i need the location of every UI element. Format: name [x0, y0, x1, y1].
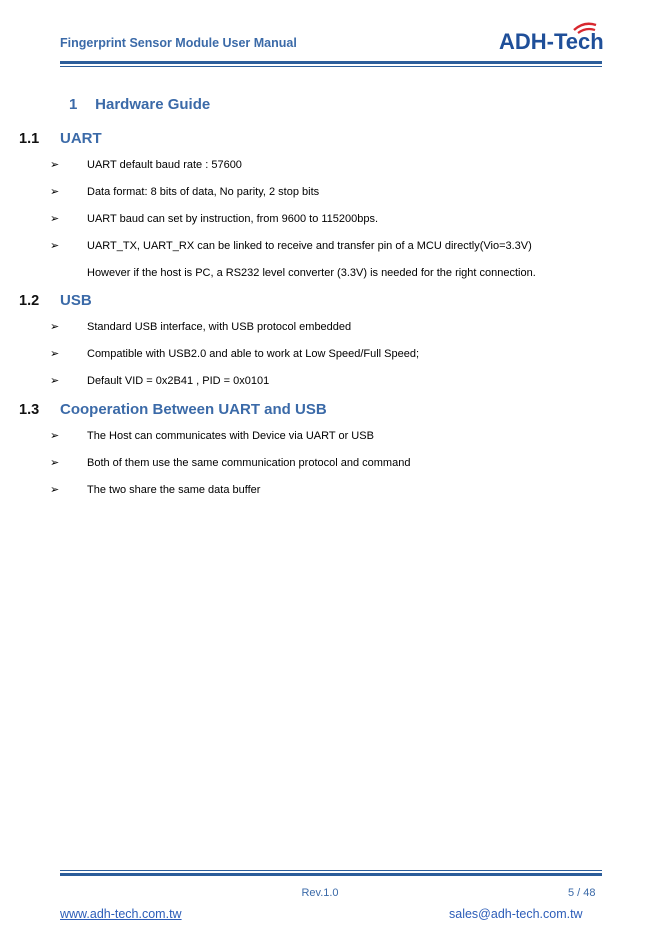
section-title-uart: UART — [60, 130, 102, 147]
section-number: 1.2 — [19, 293, 40, 309]
list-item: UART baud can set by instruction, from 9600 to 115200bps. — [87, 213, 379, 225]
company-logo — [496, 20, 612, 54]
list-item: Data format: 8 bits of data, No parity, 2 stop bits — [87, 186, 320, 198]
footer-rule-thin — [60, 870, 602, 871]
bullet-icon: ➢ — [50, 240, 60, 252]
list-item: UART default baud rate : 57600 — [87, 159, 242, 171]
bullet-icon: ➢ — [50, 213, 60, 225]
header-title: Fingerprint Sensor Module User Manual — [60, 36, 297, 50]
footer-website-link[interactable]: www.adh-tech.com.tw — [60, 907, 182, 921]
list-item: Both of them use the same communication protocol and command — [87, 457, 411, 469]
list-item: The two share the same data buffer — [87, 484, 261, 496]
list-item: The Host can communicates with Device via UART or USB — [87, 430, 374, 442]
chapter-heading — [69, 96, 210, 113]
list-item: UART_TX, UART_RX can be linked to receive and transfer pin of a MCU directly(Vio=3.3V) — [87, 240, 532, 252]
chapter-title: Hardware Guide — [95, 96, 211, 113]
logo-text: ADH-Tech — [499, 29, 604, 54]
list-item: Compatible with USB2.0 and able to work at Low Speed/Full Speed; — [87, 348, 420, 360]
bullet-icon: ➢ — [50, 484, 60, 496]
header-rule-thick — [60, 61, 602, 64]
section-title-usb: USB — [60, 292, 92, 309]
bullet-icon: ➢ — [50, 159, 60, 171]
list-item: Standard USB interface, with USB protocol embedded — [87, 321, 352, 333]
footer-rule-thick — [60, 873, 602, 876]
footer-revision: Rev.1.0 — [301, 887, 339, 899]
list-item: Default VID = 0x2B41 , PID = 0x0101 — [87, 375, 270, 387]
section-title-cooperation: Cooperation Between UART and USB — [60, 401, 327, 418]
bullet-icon: ➢ — [50, 375, 60, 387]
bullet-icon: ➢ — [50, 321, 60, 333]
section-number: 1.3 — [19, 402, 40, 418]
bullet-icon: ➢ — [50, 186, 60, 198]
bullet-icon: ➢ — [50, 348, 60, 360]
bullet-icon: ➢ — [50, 430, 60, 442]
chapter-number: 1 — [69, 96, 78, 113]
logo-graphic — [496, 20, 612, 54]
section-number: 1.1 — [19, 131, 40, 147]
bullet-icon: ➢ — [50, 457, 60, 469]
footer-email[interactable]: sales@adh-tech.com.tw — [449, 907, 583, 921]
header-rule-thin — [60, 66, 602, 67]
list-item-note: However if the host is PC, a RS232 level converter (3.3V) is needed for the right connection. — [87, 267, 536, 279]
footer-page-number: 5 / 48 — [568, 887, 596, 899]
